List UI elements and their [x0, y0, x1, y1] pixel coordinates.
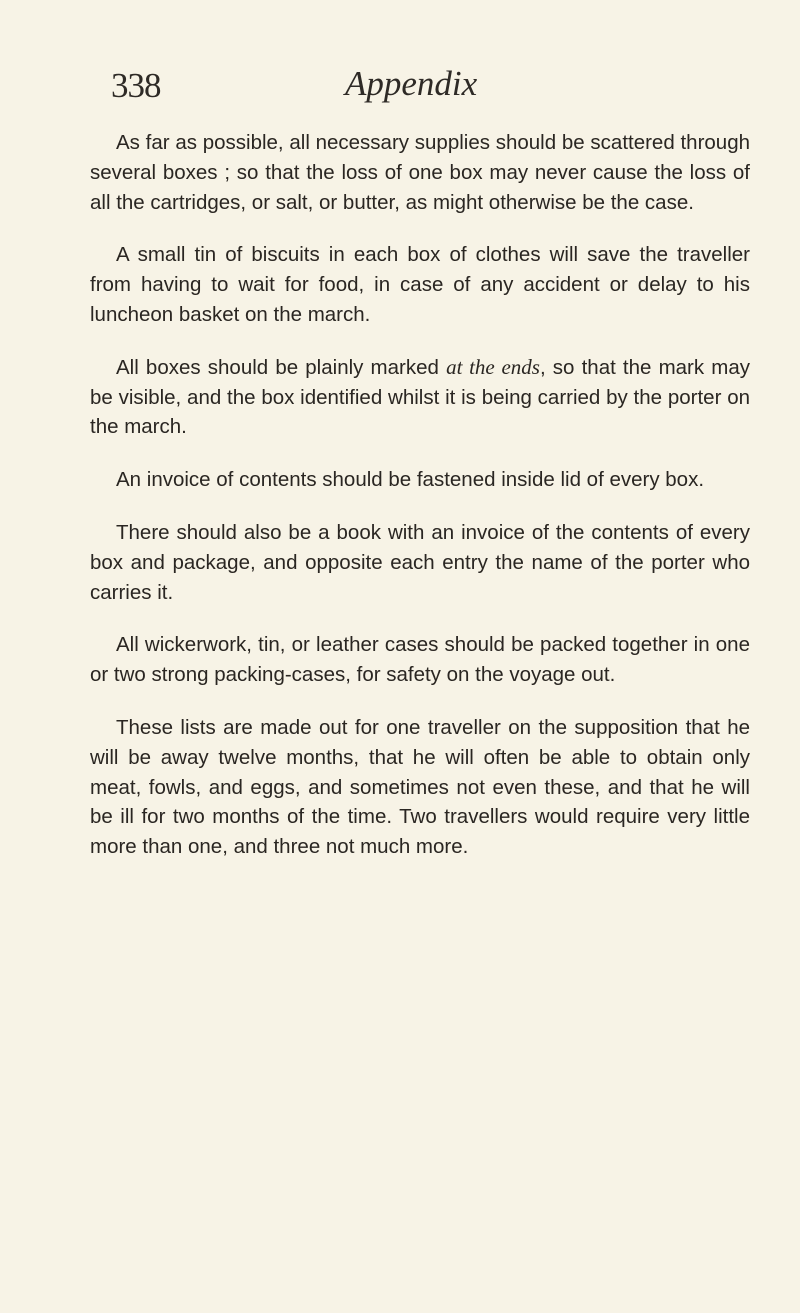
running-head: Appendix	[345, 64, 478, 103]
paragraph-marking-italic: at the ends	[446, 354, 540, 379]
paragraph-invoice: An invoice of contents should be fastened inside lid of every box.	[116, 468, 705, 492]
paragraph-marking	[90, 353, 750, 442]
paragraph-biscuits: A small tin of biscuits in each box of clothes will save the traveller from having to wait for food, in case of any accident or delay to his luncheon basket on the march.	[90, 243, 750, 326]
paragraph-book: There should also be a book with an invoice of the contents of every box and package, and opposite each entry the name of the porter who carries it.	[90, 520, 750, 604]
paragraph-marking-end: , so that the mark may be visible, and the box identified whilst it is being carried by the porter on the march.	[90, 355, 751, 439]
paragraph-marking-start: All boxes should be plainly marked	[116, 355, 447, 379]
paragraph-packing: All wickerwork, tin, or leather cases should be packed together in one or two strong packing-cases, for safety on the voyage out.	[90, 633, 750, 687]
page-number: 338	[111, 66, 161, 105]
paragraph-supplies: As far as possible, all necessary supplies should be scattered through several boxes ; so that the loss of one box may never cause the loss of all the cartridges, or salt, or butter, as might otherwise be the case.	[90, 131, 750, 214]
paragraph-lists: These lists are made out for one traveller on the supposition that he will be away twelve months, that he will often be able to obtain only meat, fowls, and eggs, and sometimes not even these, and that he will be ill for two months of the time. Two travellers would require very little more than one, and three not much more.	[90, 715, 750, 859]
body-text	[90, 128, 750, 885]
